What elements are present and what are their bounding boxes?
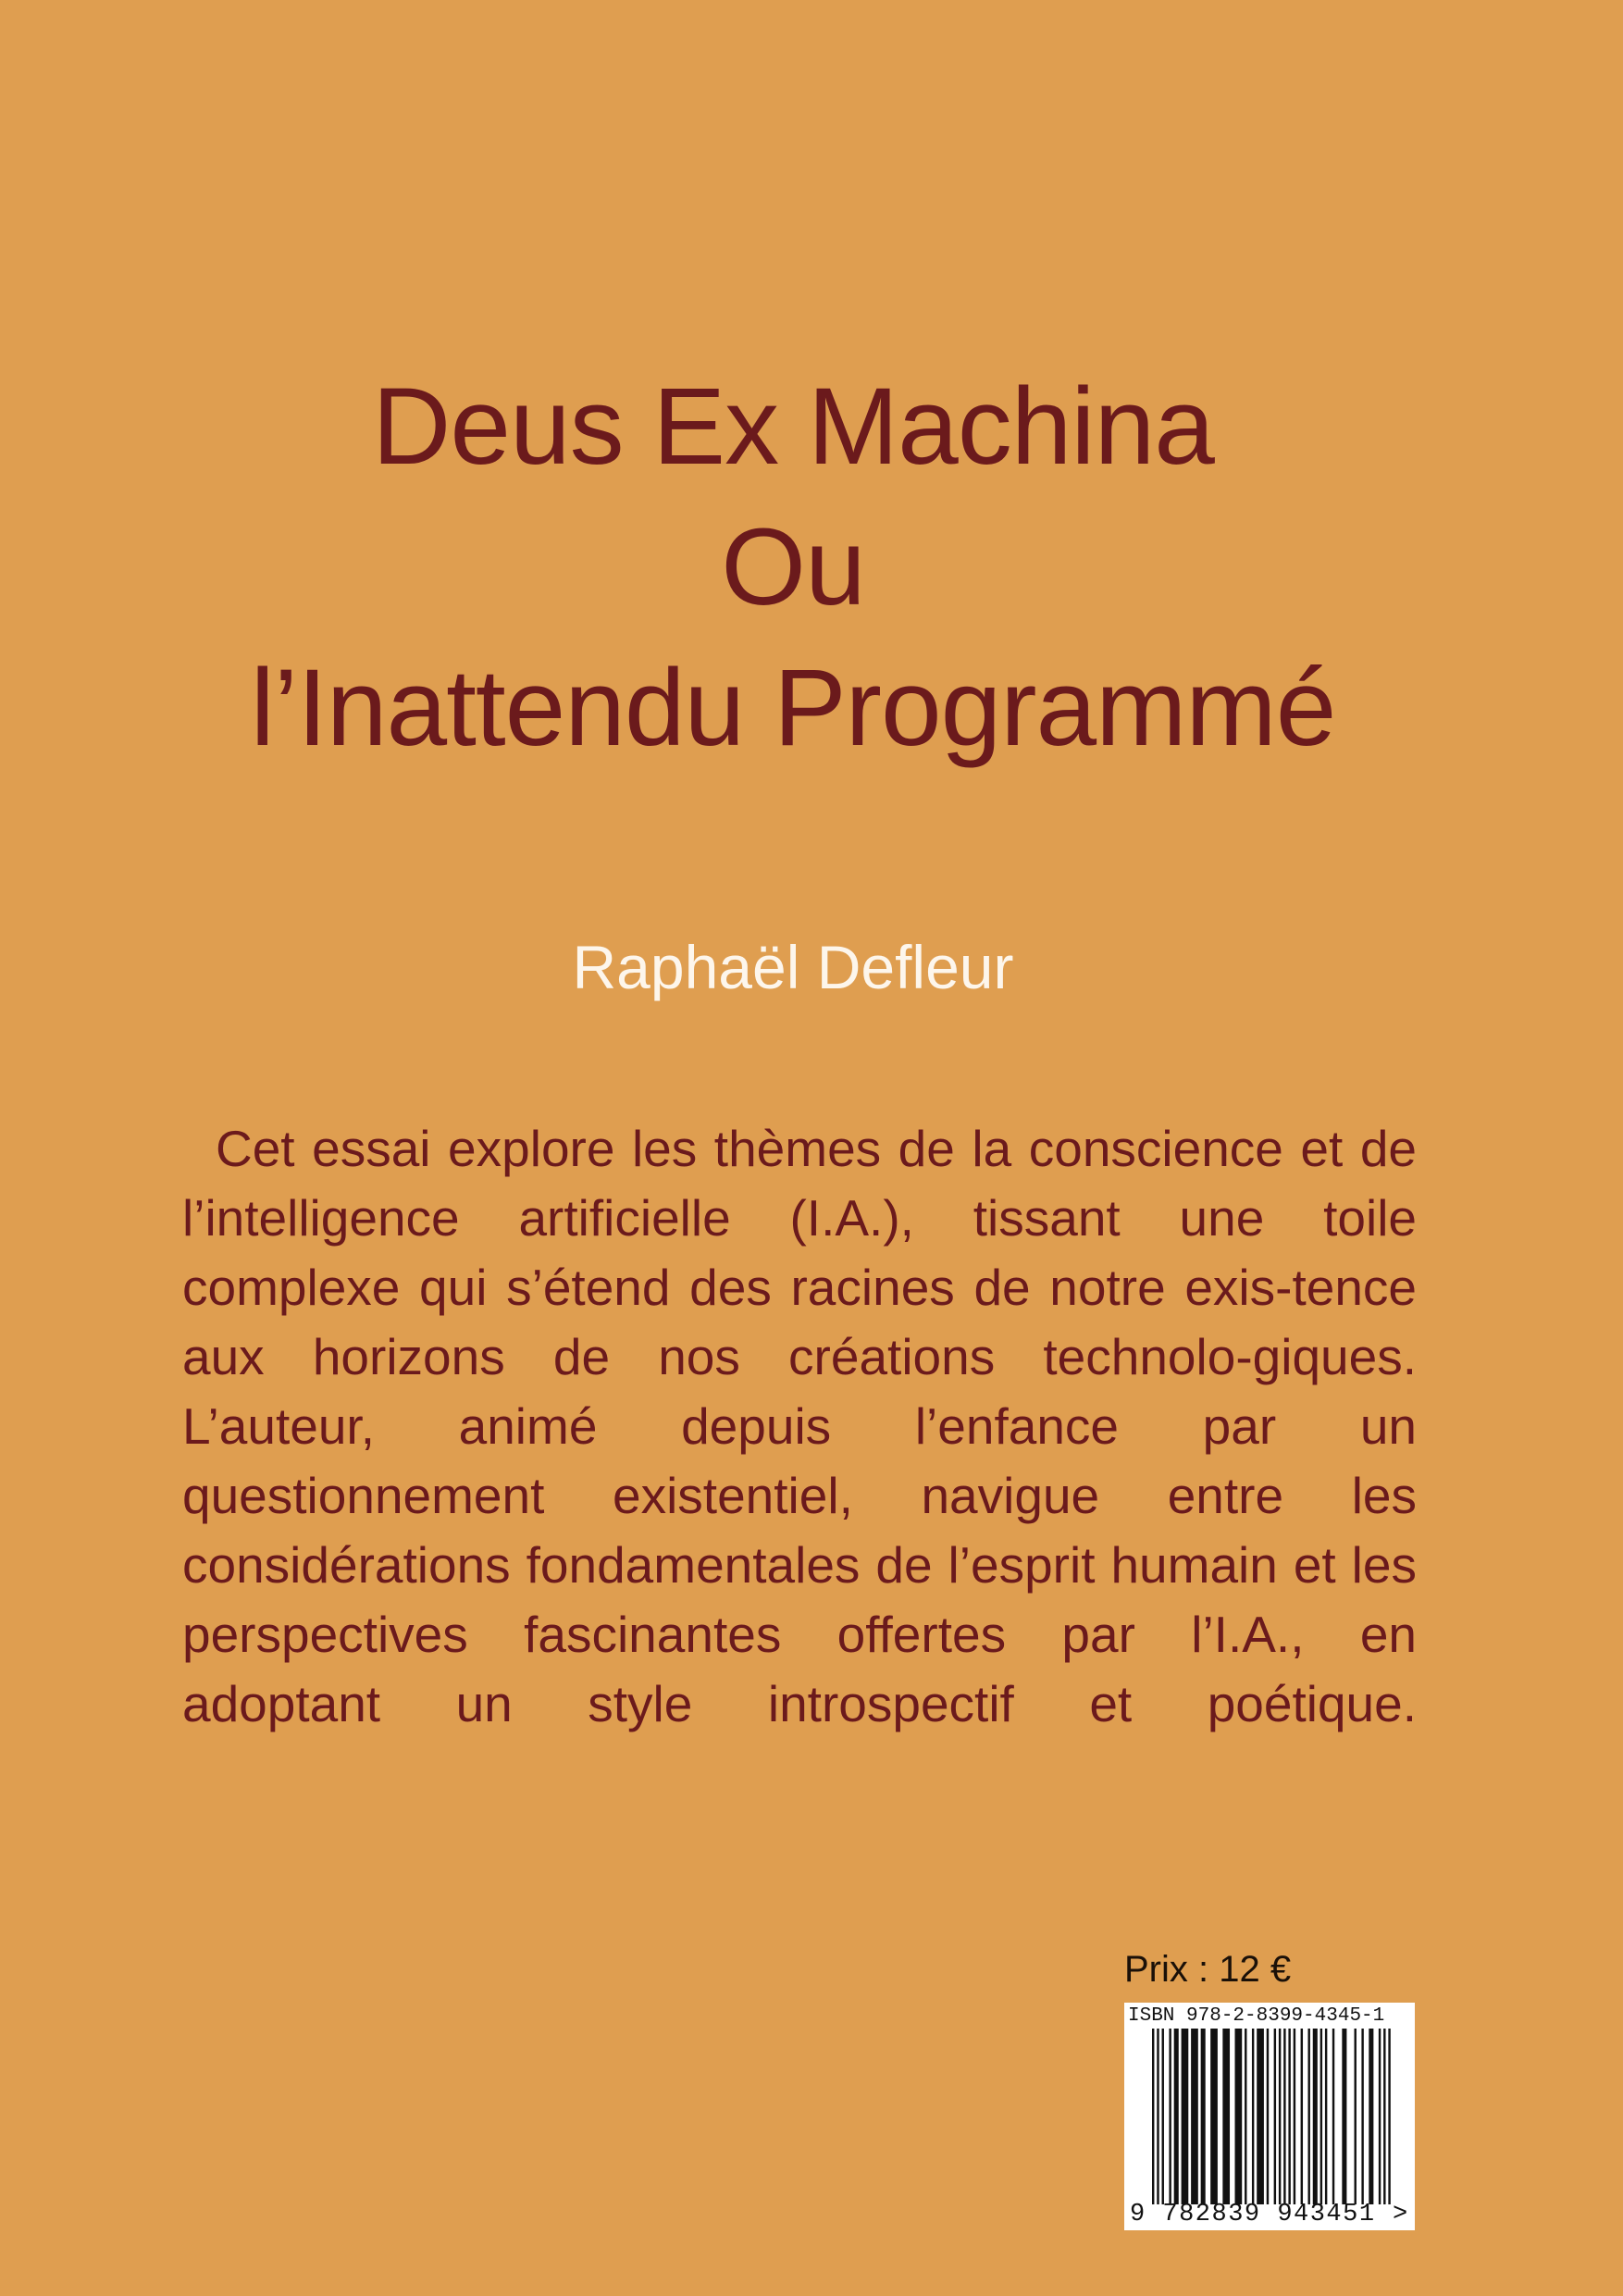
barcode-bar	[1182, 2029, 1189, 2204]
barcode-bar	[1279, 2029, 1281, 2204]
quiet-zone-mark: >	[1393, 2201, 1408, 2228]
barcode-bar	[1274, 2029, 1276, 2204]
barcode-bar	[1307, 2029, 1309, 2204]
blurb-text: Cet essai explore les thèmes de la conscience et de l’intelligence artificielle (I.A.), tissant une toile complexe qui s’étend des racines de notre exis-tence aux horizons de nos créations technolo-giques. L’auteur, animé depuis l’enfance par un questionnement existentiel, navigue entre les considérations fondamentales de l’esprit humain et les perspectives fascinantes offertes par l’I.A., en adoptant un style introspectif et poétique.	[182, 1120, 1417, 1732]
author-name: Raphaël Defleur	[572, 933, 1014, 1001]
barcode-bar	[1342, 2029, 1346, 2204]
barcode-bar	[1369, 2029, 1373, 2204]
book-title	[0, 356, 1586, 778]
barcode-bar	[1388, 2029, 1390, 2204]
barcode-bar	[1201, 2029, 1206, 2204]
title-line-3: l’Inattendu Programmé	[250, 647, 1336, 769]
barcode-bar	[1245, 2029, 1246, 2204]
barcode-bar	[1320, 2029, 1322, 2204]
barcode-bar	[1332, 2029, 1334, 2204]
barcode-bar	[1162, 2029, 1164, 2204]
price-label: Prix : 12 €	[1124, 1949, 1292, 1990]
barcode-bar	[1361, 2029, 1363, 2204]
barcode-bar	[1169, 2029, 1171, 2204]
barcode-bars	[1152, 2029, 1393, 2204]
barcode-bar	[1152, 2029, 1154, 2204]
barcode-bar	[1379, 2029, 1381, 2204]
barcode-bar	[1267, 2029, 1269, 2204]
barcode-bar	[1157, 2029, 1158, 2204]
barcode-bar	[1210, 2029, 1218, 2204]
ean-digits: 9 782839 943451	[1130, 2201, 1376, 2228]
barcode-bar	[1288, 2029, 1290, 2204]
isbn-barcode	[1124, 2003, 1415, 2230]
barcode-bar	[1191, 2029, 1198, 2204]
barcode-bar	[1283, 2029, 1285, 2204]
barcode-bar	[1383, 2029, 1385, 2204]
barcode-bar	[1235, 2029, 1243, 2204]
title-line-1: Deus Ex Machina	[372, 366, 1214, 488]
barcode-bar	[1294, 2029, 1295, 2204]
barcode-bar	[1301, 2029, 1303, 2204]
barcode-bar	[1257, 2029, 1264, 2204]
barcode-bar	[1174, 2029, 1179, 2204]
isbn-label: ISBN 978-2-8399-4345-1	[1128, 2005, 1385, 2027]
barcode-bar	[1252, 2029, 1254, 2204]
barcode-bar	[1222, 2029, 1230, 2204]
barcode-bar	[1313, 2029, 1318, 2204]
title-line-2: Ou	[721, 506, 865, 628]
barcode-bar	[1355, 2029, 1357, 2204]
barcode-bar	[1325, 2029, 1327, 2204]
